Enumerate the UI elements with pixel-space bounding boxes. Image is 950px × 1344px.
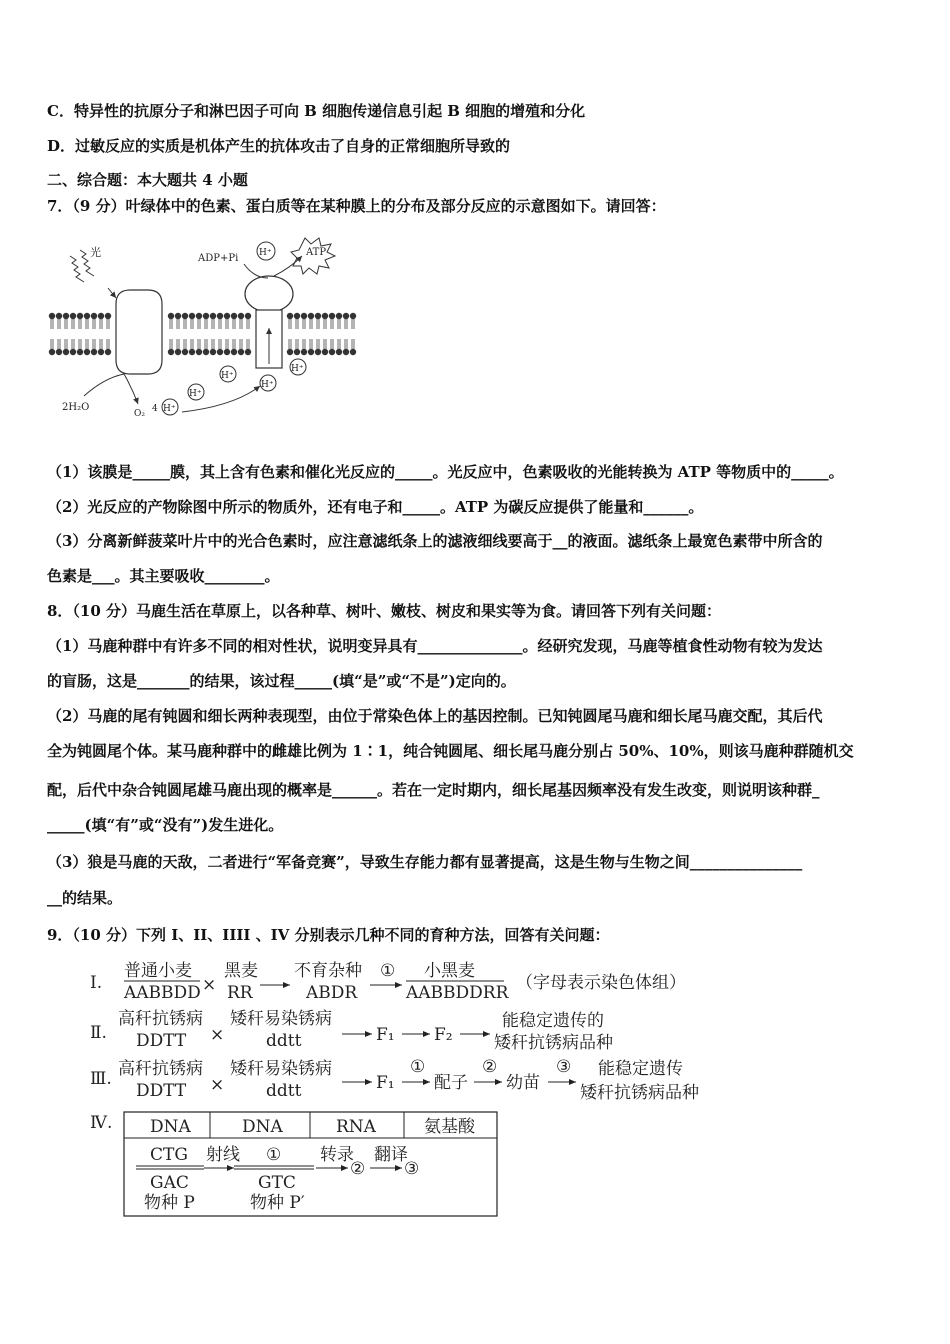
lipid-head [196,313,202,319]
q7-part1: （1）该膜是_____膜，其上含有色素和催化光反应的_____。光反应中，色素吸收的光能转换为 ATP 等物质中的_____。 [47,463,844,481]
mutation-site: ① [266,1145,282,1165]
option-d: D．过敏反应的实质是机体产生的抗体攻击了自身的正常细胞所导致的 [47,137,511,155]
sterile-hybrid-label: 不育杂种 [294,961,362,981]
lipid-tail [345,339,347,349]
lipid-tail [198,319,200,329]
lipid-head [294,349,300,355]
lipid-head [175,349,181,355]
lipid-head [49,313,55,319]
lipid-tail [324,339,326,349]
wheat-label: 普通小麦 [124,961,192,981]
lipid-head [91,313,97,319]
lipid-tail [296,339,298,349]
lipid-tail [219,319,221,329]
lipid-head [105,349,111,355]
cross-symbol-2: × [210,1025,225,1045]
lipid-head [336,313,342,319]
lipid-head [182,349,188,355]
row3-output-1: 能稳定遗传 [598,1059,683,1079]
lipid-tail [233,319,235,329]
lipid-head [49,349,55,355]
lipid-head [231,349,237,355]
dna-ctg: CTG [150,1145,188,1165]
lipid-tail [184,319,186,329]
lipid-tail [93,319,95,329]
lipid-head [350,349,356,355]
lipid-tail [219,339,221,349]
h-bottom-label: H⁺ [261,380,274,390]
lipid-tail [100,319,102,329]
o2-arrow [124,374,138,404]
lipid-head [301,313,307,319]
lipid-head [343,313,349,319]
lipid-tail [289,319,291,329]
lipid-tail [352,319,354,329]
triticale-genome: AABBDDRR [406,983,509,1003]
q8-stem: 8．（10 分）马鹿生活在草原上，以各种草、树叶、嫩枝、树皮和果实等为食。请回答下列有关问题： [47,602,722,620]
lipid-tail [240,339,242,349]
lipid-tail [107,319,109,329]
photosystem-protein [116,290,162,374]
cross-symbol-1: × [202,975,217,995]
row1-step: ① [380,961,396,981]
q8-part2c: 配，后代中杂合钝圆尾雄马鹿出现的概率是______。若在一定时期内，细长尾基因频率没有发生改变，则说明该种群_ [47,781,820,799]
translation-label: 翻译 [374,1145,408,1165]
lipid-tail [79,319,81,329]
lipid-tail [205,319,207,329]
lipid-tail [345,319,347,329]
lipid-head [203,349,209,355]
q8-part3b: __的结果。 [47,889,123,907]
light-arrow [108,288,116,298]
q8-part1a: （1）马鹿种群中有许多不同的相对性状，说明变异具有______________。经研究发现，马鹿等植食性动物有较为发达 [47,637,823,655]
lipid-tail [310,339,312,349]
lipid-head [168,349,174,355]
row3-output-2: 矮秆抗锈病品种 [580,1083,699,1103]
h-mid2-label: H⁺ [221,371,234,381]
lipid-tail [247,339,249,349]
header-dna-1: DNA [150,1117,191,1137]
four-label: 4 [152,404,158,414]
lipid-tail [93,339,95,349]
lipid-tail [86,339,88,349]
lipid-head [294,313,300,319]
lipid-tail [310,319,312,329]
lipid-head [196,349,202,355]
q9-stem: 9．（10 分）下列 I、II、IIII 、IV 分别表示几种不同的育种方法，回答有关问题： [47,926,610,944]
lipid-tail [352,339,354,349]
row3-step-3: ③ [556,1057,572,1077]
lipid-head [224,349,230,355]
lipid-tail [324,319,326,329]
lipid-tail [233,339,235,349]
cross-symbol-3: × [210,1075,225,1095]
lipid-tail [212,319,214,329]
lipid-head [210,313,216,319]
lipid-tail [226,339,228,349]
row2-parent-b-genotype: ddtt [266,1031,302,1051]
species-p: 物种 P [144,1193,195,1213]
lipid-head [231,313,237,319]
row3-step-1: ① [410,1057,426,1077]
q8-part2b: 全为钝圆尾个体。某马鹿种群中的雌雄比例为 1∶1，纯合钝圆尾、细长尾马鹿分别占 50%、10%，则该马鹿种群随机交 [47,742,854,760]
lipid-head [322,313,328,319]
lipid-tail [296,319,298,329]
breeding-methods-diagram [84,958,724,1220]
lipid-tail [338,319,340,329]
q7-part3a: （3）分离新鲜菠菜叶片中的光合色素时，应注意滤纸条上的滤液细线要高于__的液面。滤纸条上最宽色素带中所含的 [47,532,823,550]
lipid-tail [338,339,340,349]
wheat-genome: AABBDD [124,983,201,1003]
lipid-tail [184,339,186,349]
q7-part3b: 色素是___。其主要吸收________。 [47,567,280,585]
row4-label: Ⅳ. [90,1113,113,1133]
lipid-tail [79,339,81,349]
lipid-head [175,313,181,319]
lipid-head [210,349,216,355]
row3-step-2: ② [482,1057,498,1077]
lipid-tail [198,339,200,349]
lipid-head [182,313,188,319]
lipid-head [287,313,293,319]
lipid-head [98,349,104,355]
lipid-tail [303,319,305,329]
row3-parent-a: 高秆抗锈病 [118,1059,203,1079]
dna-gtc: GTC [258,1173,296,1193]
lipid-head [350,313,356,319]
lipid-tail [191,339,193,349]
q8-part3a: （3）狼是马鹿的天敌，二者进行“军备竞赛”，导致生存能力都有显著提高，这是生物与生物之间_______________ [47,853,803,871]
lipid-head [224,313,230,319]
lipid-head [56,349,62,355]
bilayer-shapes [49,313,356,355]
row3-parent-b: 矮秆易染锈病 [230,1059,332,1079]
lipid-tail [303,339,305,349]
lipid-head [189,313,195,319]
lipid-tail [331,339,333,349]
lipid-tail [58,319,60,329]
row2-output-2: 矮秆抗锈病品种 [494,1033,613,1053]
row2-f1: F₁ [376,1025,395,1045]
h-mid1-label: H⁺ [189,389,202,399]
transcription-label: 转录 [320,1145,354,1165]
lipid-tail [170,319,172,329]
lipid-tail [170,339,172,349]
lipid-head [70,313,76,319]
row3-parent-b-genotype: ddtt [266,1081,302,1101]
radiation-label: 射线 [206,1145,240,1165]
lipid-head [84,349,90,355]
header-dna-2: DNA [242,1117,283,1137]
dna-gac: GAC [150,1173,189,1193]
light-ray-1 [70,256,84,282]
row1-note: （字母表示染色体组） [516,973,686,993]
atp-synthase-head [245,276,293,312]
rna-result: ② [350,1159,366,1179]
lipid-head [308,349,314,355]
lipid-head [238,313,244,319]
lipid-head [301,349,307,355]
option-c: C．特异性的抗原分子和淋巴因子可向 B 细胞传递信息引起 B 细胞的增殖和分化 [47,102,586,120]
lipid-head [217,349,223,355]
lipid-tail [51,319,53,329]
lipid-head [308,313,314,319]
lipid-tail [177,319,179,329]
lipid-head [217,313,223,319]
amino-acid-result: ③ [404,1159,420,1179]
lipid-tail [86,319,88,329]
lipid-tail [205,339,207,349]
lipid-tail [212,339,214,349]
adp-pi-label: ADP+Pi [198,253,239,264]
row2-label: Ⅱ. [90,1023,107,1043]
lipid-tail [240,319,242,329]
triticale-label: 小黑麦 [424,961,475,981]
lipid-tail [177,339,179,349]
o2-label: O₂ [134,409,145,419]
atp-label: ATP [306,247,327,258]
lipid-head [189,349,195,355]
h-4-label: H⁺ [163,404,176,414]
lipid-head [168,313,174,319]
lipid-tail [247,319,249,329]
row3-label: Ⅲ. [90,1069,112,1089]
row3-parent-a-genotype: DDTT [136,1081,187,1101]
row2-parent-a-genotype: DDTT [136,1031,187,1051]
lipid-tail [72,319,74,329]
rye-genome: RR [227,983,253,1003]
h-right-label: H⁺ [291,364,304,374]
row3-seedling: 幼苗 [506,1073,540,1093]
q8-part2d: _____(填“有”或“没有”)发生进化。 [47,816,284,834]
row2-parent-b: 矮秆易染锈病 [230,1009,332,1029]
lipid-head [329,349,335,355]
q8-part1b: 的盲肠，这是_______的结果，该过程_____(填“是”或“不是”)定向的。 [47,672,516,690]
lipid-head [322,349,328,355]
lipid-head [238,349,244,355]
header-amino-acid: 氨基酸 [424,1117,475,1137]
lipid-head [329,313,335,319]
lipid-tail [65,339,67,349]
lipid-head [91,349,97,355]
sterile-hybrid-genome: ABDR [306,983,358,1003]
lipid-tail [317,319,319,329]
h-top-label: H⁺ [259,248,272,258]
lipid-tail [107,339,109,349]
lipid-tail [289,339,291,349]
lipid-head [245,313,251,319]
q7-stem: 7．（9 分）叶绿体中的色素、蛋白质等在某种膜上的分布及部分反应的示意图如下。请回答： [47,197,666,215]
lipid-tail [191,319,193,329]
lipid-head [343,349,349,355]
thylakoid-membrane-diagram [44,228,364,426]
row2-output-1: 能稳定遗传的 [502,1011,604,1031]
lipid-head [315,349,321,355]
rye-label: 黑麦 [224,961,258,981]
lipid-head [336,349,342,355]
lipid-tail [51,339,53,349]
lipid-tail [331,319,333,329]
lipid-head [56,313,62,319]
lipid-head [77,349,83,355]
lipid-head [84,313,90,319]
row3-gamete: 配子 [434,1073,468,1093]
lipid-head [63,313,69,319]
species-p-prime: 物种 P′ [250,1193,305,1213]
lipid-tail [65,319,67,329]
q8-part2a: （2）马鹿的尾有钝圆和细长两种表现型，由位于常染色体上的基因控制。已知钝圆尾马鹿和细长尾马鹿交配，其后代 [47,707,823,725]
row3-f1: F₁ [376,1073,395,1093]
section-heading: 二、综合题：本大题共 4 小题 [47,171,248,189]
row2-parent-a: 高秆抗锈病 [118,1009,203,1029]
light-label: 光 [90,246,101,259]
lipid-head [70,349,76,355]
lipid-head [315,313,321,319]
lipid-tail [72,339,74,349]
lipid-head [287,349,293,355]
water-arrow [84,374,124,396]
lipid-tail [100,339,102,349]
lipid-tail [226,319,228,329]
lipid-tail [317,339,319,349]
lipid-head [203,313,209,319]
lipid-head [63,349,69,355]
row1-label: Ⅰ. [90,973,103,993]
lipid-tail [58,339,60,349]
row2-f2: F₂ [434,1025,453,1045]
lipid-head [98,313,104,319]
lipid-head [245,349,251,355]
q7-part2: （2）光反应的产物除图中所示的物质外，还有电子和_____。ATP 为碳反应提供了能量和______。 [47,498,704,516]
lipid-head [77,313,83,319]
water-label: 2H₂O [62,402,90,413]
header-rna: RNA [336,1117,376,1137]
lipid-head [105,313,111,319]
